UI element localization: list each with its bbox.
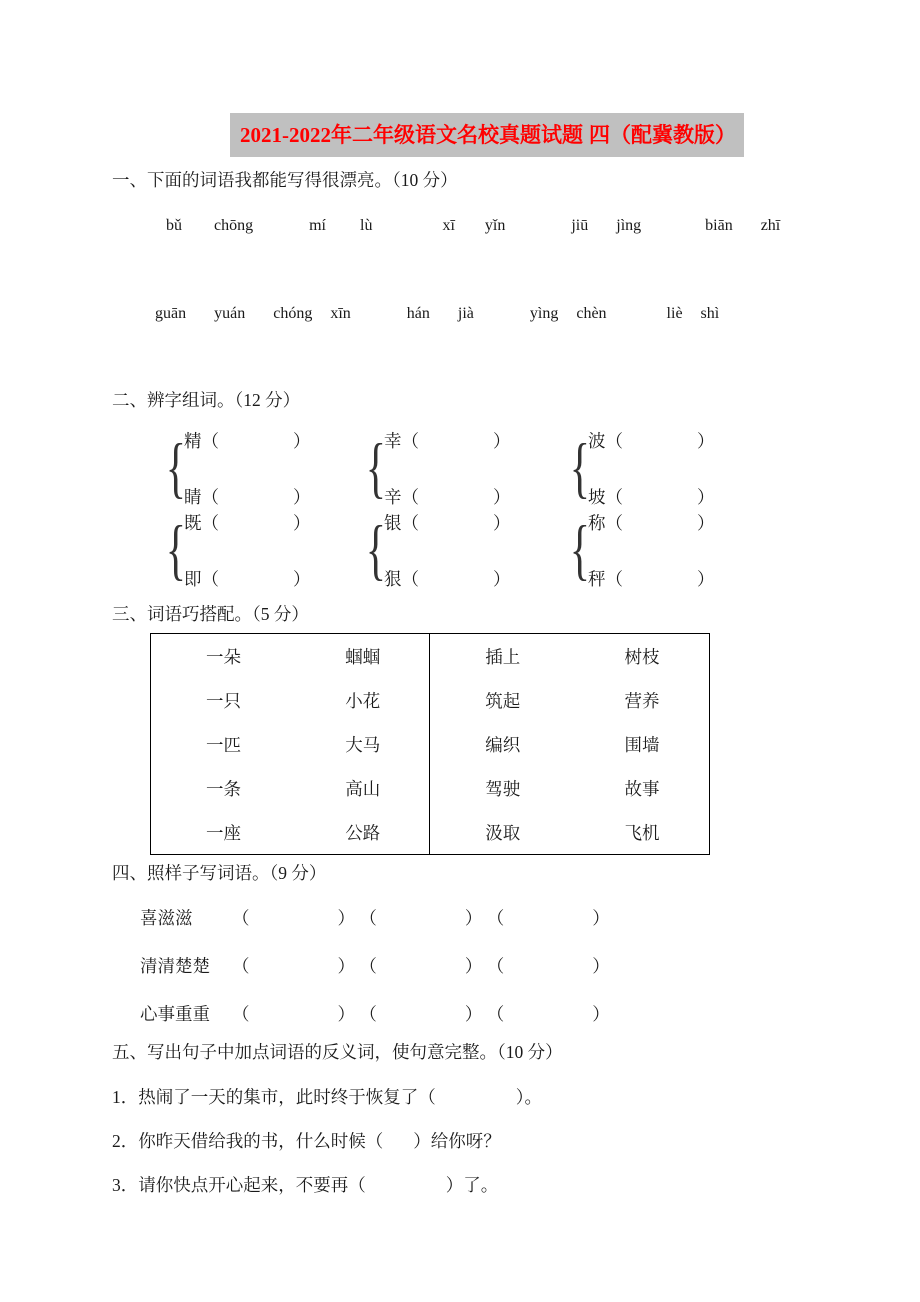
pinyin-yin: yǐn — [484, 217, 506, 234]
open-paren: （ — [201, 513, 219, 533]
cell-object[interactable]: 飞机 — [624, 822, 660, 843]
open-paren: （ — [605, 487, 623, 507]
pinyin-lu: lù — [360, 217, 373, 234]
open-paren: （ — [201, 569, 219, 589]
brace-line-top — [588, 510, 715, 536]
brace-line-bottom — [384, 484, 511, 510]
brace-line-bottom — [184, 566, 311, 592]
table-row — [151, 766, 709, 810]
brace-line-top — [184, 428, 311, 454]
answer-blank[interactable] — [419, 428, 493, 454]
cell-object[interactable]: 营养 — [624, 690, 660, 711]
pinyin-jia: jià — [457, 305, 474, 322]
cell-object[interactable]: 围墙 — [624, 734, 660, 755]
pinyin-row-1 — [166, 215, 780, 237]
open-paren: （ — [201, 487, 219, 507]
char-label: 精 — [184, 431, 202, 451]
answer-blank[interactable] — [219, 566, 293, 592]
open-paren: （ — [401, 513, 419, 533]
table-row — [151, 810, 709, 854]
char-label: 秤 — [588, 569, 606, 589]
title-segment-year: 2021-2022 — [230, 113, 331, 157]
title-segment-edition: 四（配冀教版） — [589, 113, 744, 157]
open-paren: （ — [605, 569, 623, 589]
brace-icon: { — [569, 511, 591, 587]
cell-verb[interactable]: 编织 — [485, 734, 521, 755]
answer-blank[interactable] — [219, 484, 293, 510]
answer-blank[interactable] — [419, 566, 493, 592]
pinyin-han: hán — [406, 305, 430, 322]
cell-object[interactable]: 树枝 — [624, 646, 660, 667]
cell-quantifier[interactable]: 一条 — [206, 778, 242, 799]
cell-noun[interactable]: 公路 — [296, 810, 430, 854]
section-four-heading: 四、照样子写词语。（9 分） — [112, 863, 327, 883]
open-paren: （ — [401, 431, 419, 451]
pattern-word: 喜滋滋 — [140, 908, 193, 928]
pinyin-jiu: jiū — [571, 217, 589, 234]
brace-line-bottom — [588, 566, 715, 592]
close-paren: ） — [697, 431, 715, 451]
answer-blank[interactable]: （ ） — [359, 956, 483, 976]
table-row — [151, 678, 709, 722]
sentence-2 — [112, 1128, 501, 1154]
char-label: 即 — [184, 569, 202, 589]
brace-group-yin — [362, 510, 511, 592]
cell-quantifier[interactable]: 一座 — [206, 822, 242, 843]
close-paren: ） — [697, 569, 715, 589]
pattern-word: 清清楚楚 — [140, 956, 210, 976]
pinyin-bian: biān — [705, 217, 733, 234]
cell-noun[interactable]: 大马 — [296, 722, 430, 766]
cell-verb[interactable]: 筑起 — [485, 690, 521, 711]
char-label: 坡 — [588, 487, 606, 507]
close-paren: ） — [493, 431, 511, 451]
char-label: 银 — [384, 513, 402, 533]
open-paren: （ — [401, 487, 419, 507]
answer-blank[interactable] — [419, 510, 493, 536]
pinyin-zhi: zhī — [760, 217, 781, 234]
close-paren: ） — [697, 487, 715, 507]
table-row — [151, 634, 709, 678]
sentence-text-before: 请你快点开心起来，不要再（ — [138, 1175, 366, 1195]
close-paren: ） — [493, 513, 511, 533]
section-three-heading: 三、词语巧搭配。（5 分） — [112, 604, 309, 624]
pattern-row-xizizi — [140, 905, 610, 931]
close-paren: ） — [493, 487, 511, 507]
answer-blank[interactable]: （ ） — [359, 908, 483, 928]
char-label: 狠 — [384, 569, 402, 589]
answer-blank[interactable] — [436, 1084, 516, 1110]
brace-icon: { — [365, 429, 387, 505]
brace-line-top — [588, 428, 715, 454]
cell-verb[interactable]: 汲取 — [485, 822, 521, 843]
answer-blank[interactable]: （ ） — [232, 956, 355, 976]
answer-blank[interactable] — [383, 1128, 413, 1154]
answer-blank[interactable] — [623, 428, 697, 454]
close-paren: ） — [697, 513, 715, 533]
pinyin-mi: mí — [309, 217, 326, 234]
sentence-number: 2． — [112, 1131, 139, 1151]
cell-verb[interactable]: 驾驶 — [485, 778, 521, 799]
cell-verb[interactable]: 插上 — [485, 646, 521, 667]
close-paren: ） — [293, 487, 311, 507]
answer-blank[interactable]: （ ） — [486, 1004, 610, 1024]
brace-line-top — [184, 510, 311, 536]
pinyin-xin: xīn — [330, 305, 351, 322]
section-five-heading: 五、写出句子中加点词语的反义词，使句意完整。（10 分） — [112, 1042, 563, 1062]
pinyin-bu: bǔ — [166, 217, 182, 234]
answer-blank[interactable] — [623, 510, 697, 536]
brace-group-cheng — [566, 510, 715, 592]
brace-line-bottom — [184, 484, 311, 510]
brace-group-bo — [566, 428, 715, 510]
brace-group-ji — [162, 510, 311, 592]
answer-blank[interactable] — [623, 484, 697, 510]
pattern-row-qingqingchuchu — [140, 953, 610, 979]
open-paren: （ — [401, 569, 419, 589]
cell-object[interactable]: 故事 — [624, 778, 660, 799]
title-segment-main: 年二年级语文名校真题试题 — [331, 113, 583, 157]
open-paren: （ — [605, 513, 623, 533]
pinyin-chen: chèn — [576, 305, 607, 322]
char-label: 辛 — [384, 487, 402, 507]
answer-blank[interactable]: （ ） — [359, 1004, 483, 1024]
brace-line-bottom — [384, 566, 511, 592]
answer-blank[interactable] — [219, 428, 293, 454]
pinyin-ying: yìng — [529, 305, 559, 322]
cell-noun[interactable]: 蝈蝈 — [296, 634, 430, 678]
close-paren: ） — [293, 513, 311, 533]
close-paren: ） — [293, 569, 311, 589]
brace-line-top — [384, 510, 511, 536]
page-title — [230, 113, 744, 157]
section-one-heading: 一、下面的词语我都能写得很漂亮。（10 分） — [112, 170, 458, 190]
section-two-heading: 二、辨字组词。（12 分） — [112, 390, 301, 410]
brace-icon: { — [569, 429, 591, 505]
answer-blank[interactable] — [623, 566, 697, 592]
pinyin-chong2: chóng — [273, 305, 313, 322]
char-label: 幸 — [384, 431, 402, 451]
sentence-text-after: ）。 — [515, 1087, 542, 1107]
answer-blank[interactable]: （ ） — [486, 908, 610, 928]
pinyin-guan: guān — [155, 305, 187, 322]
brace-group-jing1 — [162, 428, 311, 510]
cell-quantifier[interactable]: 一匹 — [206, 734, 242, 755]
pinyin-xi: xī — [442, 217, 455, 234]
cell-noun[interactable]: 小花 — [296, 678, 430, 722]
sentence-number: 3． — [112, 1175, 139, 1195]
pinyin-row-2 — [155, 303, 719, 325]
close-paren: ） — [293, 431, 311, 451]
pinyin-shi: shì — [700, 305, 720, 322]
brace-icon: { — [165, 511, 187, 587]
brace-icon: { — [365, 511, 387, 587]
word-match-table — [150, 633, 710, 855]
pinyin-chong: chōng — [214, 217, 254, 234]
sentence-number: 1． — [112, 1087, 139, 1107]
brace-icon: { — [165, 429, 187, 505]
char-label: 波 — [588, 431, 606, 451]
answer-blank[interactable] — [219, 510, 293, 536]
answer-blank[interactable]: （ ） — [232, 1004, 355, 1024]
answer-blank[interactable] — [419, 484, 493, 510]
cell-quantifier[interactable]: 一只 — [206, 690, 242, 711]
cell-quantifier[interactable]: 一朵 — [206, 646, 242, 667]
brace-group-xing — [362, 428, 511, 510]
table-row — [151, 722, 709, 766]
pattern-word: 心事重重 — [140, 1004, 210, 1024]
open-paren: （ — [201, 431, 219, 451]
sentence-text-after: ）给你呀？ — [413, 1131, 501, 1151]
sentence-3 — [112, 1172, 498, 1198]
cell-noun[interactable]: 高山 — [296, 766, 430, 810]
sentence-text-before: 热闹了一天的集市，此时终于恢复了（ — [138, 1087, 436, 1107]
char-label: 既 — [184, 513, 202, 533]
char-label: 睛 — [184, 487, 202, 507]
answer-blank[interactable] — [366, 1172, 446, 1198]
pinyin-yuan: yuán — [214, 305, 246, 322]
close-paren: ） — [493, 569, 511, 589]
sentence-text-before: 你昨天借给我的书，什么时候（ — [138, 1131, 384, 1151]
open-paren: （ — [605, 431, 623, 451]
char-label: 称 — [588, 513, 606, 533]
pattern-row-xinshizhongzhong — [140, 1001, 610, 1027]
pinyin-jing: jìng — [616, 217, 642, 234]
brace-line-top — [384, 428, 511, 454]
sentence-text-after: ）了。 — [445, 1175, 499, 1195]
sentence-1 — [112, 1084, 542, 1110]
pinyin-lie: liè — [666, 305, 683, 322]
brace-line-bottom — [588, 484, 715, 510]
answer-blank[interactable]: （ ） — [486, 956, 610, 976]
answer-blank[interactable]: （ ） — [232, 908, 355, 928]
